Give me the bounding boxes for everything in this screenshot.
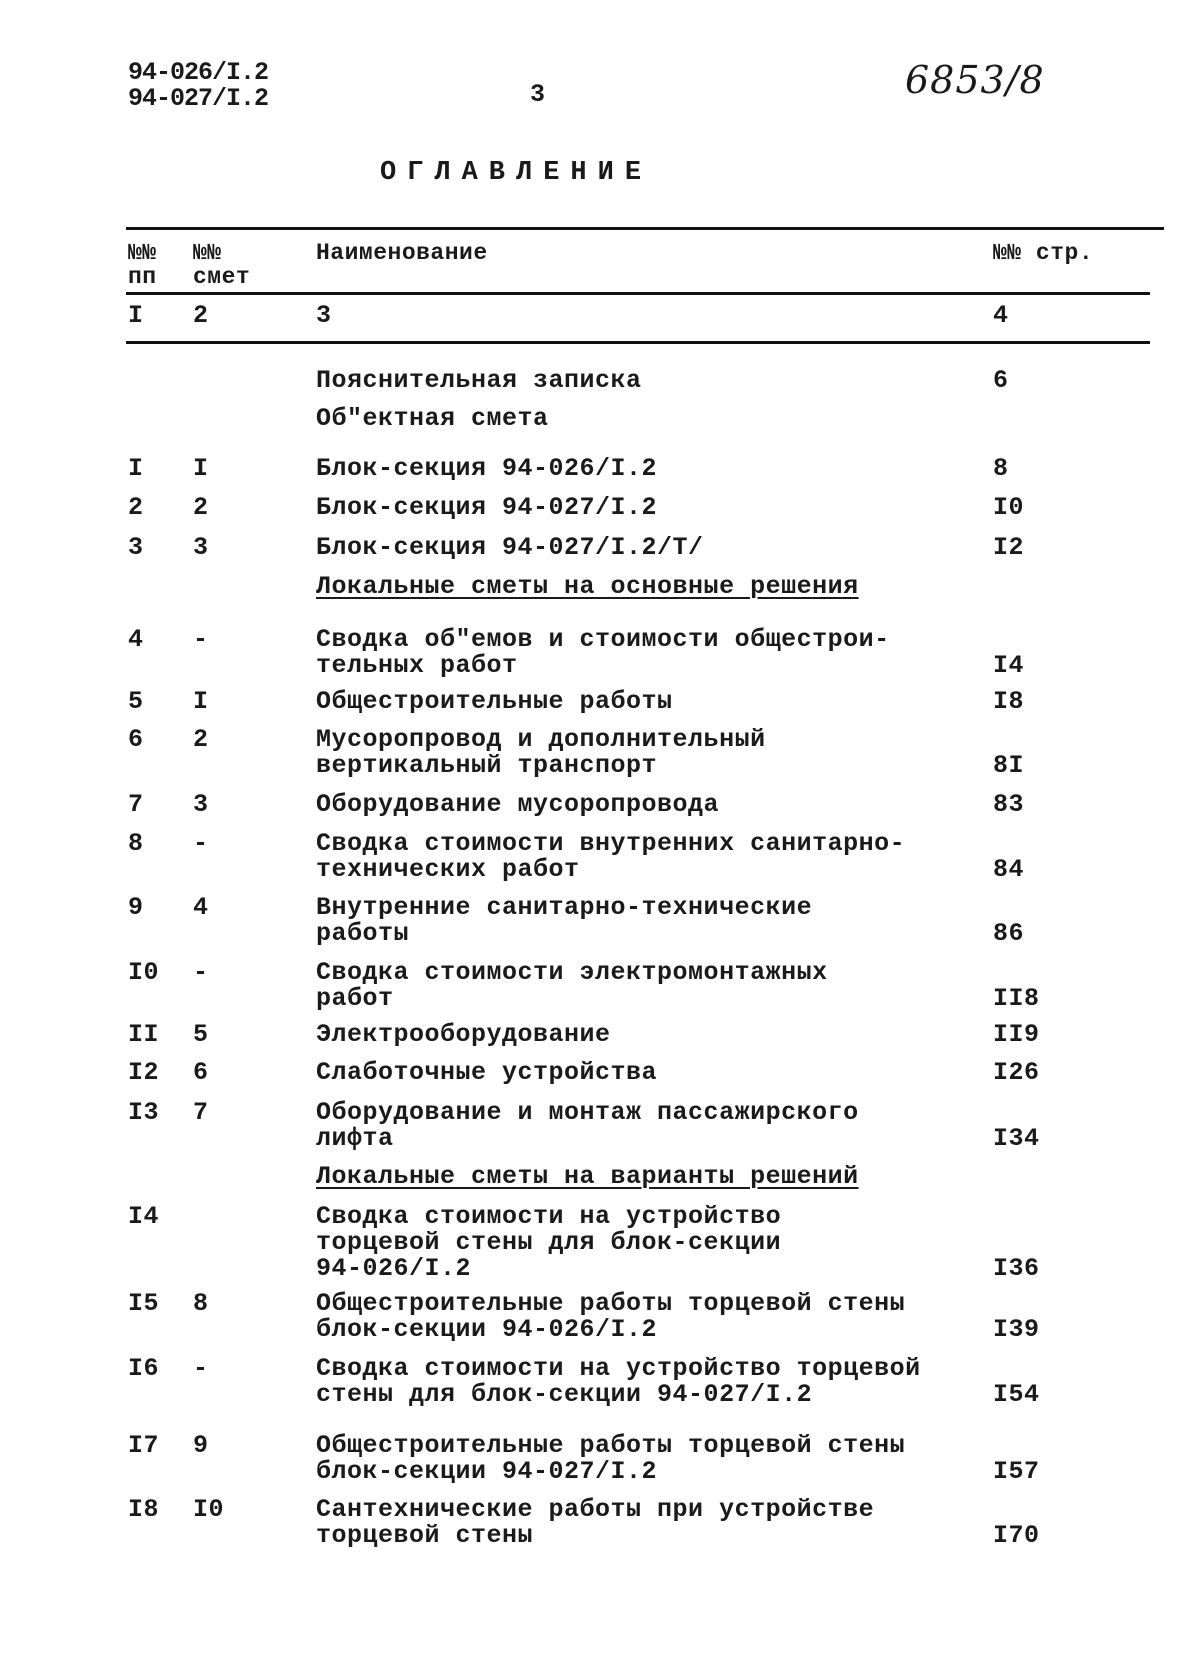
estimate-number: I0 bbox=[193, 1495, 225, 1524]
page-ref: II9 bbox=[993, 1020, 1040, 1049]
col2-header-line2: смет bbox=[193, 264, 251, 290]
row-title-line: Общестроительные работы торцевой стены bbox=[316, 1289, 906, 1318]
page-ref: 8I bbox=[993, 751, 1025, 780]
estimate-number: - bbox=[193, 1354, 209, 1383]
row-title-line: Электрооборудование bbox=[316, 1020, 611, 1049]
row-title-line: Слаботочные устройства bbox=[316, 1058, 658, 1087]
row-title-line: блок-секции 94-026/I.2 bbox=[316, 1315, 658, 1344]
page-ref: I36 bbox=[993, 1254, 1040, 1283]
row-title-line: вертикальный транспорт bbox=[316, 751, 658, 780]
row-number: 2 bbox=[128, 493, 144, 522]
row-title-line: технических работ bbox=[316, 855, 580, 884]
row-title-line: работы bbox=[316, 919, 410, 948]
row-title-line: Блок-секция 94-027/I.2 bbox=[316, 493, 658, 522]
document-code-2: 94-027/I.2 bbox=[128, 84, 269, 113]
page-ref: I70 bbox=[993, 1521, 1040, 1550]
row-title-line: Сантехнические работы при устройстве bbox=[316, 1495, 875, 1524]
page-ref: I34 bbox=[993, 1124, 1040, 1153]
row-title-line: Оборудование мусоропровода bbox=[316, 790, 720, 819]
row-number: I4 bbox=[128, 1202, 160, 1231]
row-number: I5 bbox=[128, 1289, 160, 1318]
estimate-number: 4 bbox=[193, 893, 209, 922]
col4-header: №№ стр. bbox=[993, 240, 1094, 266]
row-number: I bbox=[128, 454, 144, 483]
row-number: 7 bbox=[128, 790, 144, 819]
row-title-line: Оборудование и монтаж пассажирского bbox=[316, 1098, 859, 1127]
row-number: I0 bbox=[128, 958, 160, 987]
row-title-line: Сводка стоимости электромонтажных bbox=[316, 958, 828, 987]
page-ref: I0 bbox=[993, 493, 1025, 522]
row-title-line: торцевой стены bbox=[316, 1521, 534, 1550]
row-number: 3 bbox=[128, 533, 144, 562]
row-title-line: Сводка стоимости внутренних санитарно- bbox=[316, 829, 906, 858]
row-number: 6 bbox=[128, 725, 144, 754]
col2-header-line1: №№ bbox=[193, 240, 222, 266]
page-ref: 84 bbox=[993, 855, 1025, 884]
estimate-number: 5 bbox=[193, 1020, 209, 1049]
page-ref: I54 bbox=[993, 1380, 1040, 1409]
row-title-line: Блок-секция 94-027/I.2/Т/ bbox=[316, 533, 704, 562]
page-ref: II8 bbox=[993, 984, 1040, 1013]
document-code-1: 94-026/I.2 bbox=[128, 58, 269, 87]
row-number: II bbox=[128, 1020, 160, 1049]
page-number: 3 bbox=[530, 80, 546, 109]
row-number: 5 bbox=[128, 687, 144, 716]
estimate-number: I bbox=[193, 687, 209, 716]
estimate-number: 8 bbox=[193, 1289, 209, 1318]
column-number-1: I bbox=[128, 301, 144, 330]
row-title-line: стены для блок-секции 94-027/I.2 bbox=[316, 1380, 813, 1409]
page-ref: 83 bbox=[993, 790, 1025, 819]
col1-header-line1: №№ bbox=[128, 240, 157, 266]
row-number: I8 bbox=[128, 1495, 160, 1524]
page-ref: I4 bbox=[993, 651, 1025, 680]
row-number: 9 bbox=[128, 893, 144, 922]
row-title-line: 94-026/I.2 bbox=[316, 1254, 472, 1283]
column-number-2: 2 bbox=[193, 301, 209, 330]
row-number: I2 bbox=[128, 1058, 160, 1087]
estimate-number: 3 bbox=[193, 790, 209, 819]
row-title-line: лифта bbox=[316, 1124, 394, 1153]
estimate-number: 6 bbox=[193, 1058, 209, 1087]
row-title-line: Сводка стоимости на устройство торцевой bbox=[316, 1354, 921, 1383]
row-title-line: Об"ектная смета bbox=[316, 404, 549, 433]
estimate-number: 3 bbox=[193, 533, 209, 562]
estimate-number: 2 bbox=[193, 493, 209, 522]
row-title-line: Общестроительные работы bbox=[316, 687, 673, 716]
header-rule bbox=[126, 292, 1150, 295]
row-title-line: Сводка об"емов и стоимости общестрои- bbox=[316, 625, 890, 654]
row-number: I6 bbox=[128, 1354, 160, 1383]
page-ref: I2 bbox=[993, 533, 1025, 562]
page-ref: 86 bbox=[993, 919, 1025, 948]
estimate-number: - bbox=[193, 829, 209, 858]
row-title-line: Общестроительные работы торцевой стены bbox=[316, 1431, 906, 1460]
section-heading: Локальные сметы на основные решения bbox=[316, 572, 859, 601]
page-ref: I39 bbox=[993, 1315, 1040, 1344]
page-ref: I26 bbox=[993, 1058, 1040, 1087]
row-number: I7 bbox=[128, 1431, 160, 1460]
row-title-line: торцевой стены для блок-секции bbox=[316, 1228, 782, 1257]
row-number: 4 bbox=[128, 625, 144, 654]
estimate-number: - bbox=[193, 625, 209, 654]
row-title-line: блок-секции 94-027/I.2 bbox=[316, 1457, 658, 1486]
page-ref: I57 bbox=[993, 1457, 1040, 1486]
row-title-line: Блок-секция 94-026/I.2 bbox=[316, 454, 658, 483]
page-ref: I8 bbox=[993, 687, 1025, 716]
estimate-number: - bbox=[193, 958, 209, 987]
estimate-number: 9 bbox=[193, 1431, 209, 1460]
estimate-number: 7 bbox=[193, 1098, 209, 1127]
column-numbers-rule bbox=[126, 341, 1150, 344]
row-title-line: работ bbox=[316, 984, 394, 1013]
column-number-4: 4 bbox=[993, 301, 1009, 330]
page-ref: 8 bbox=[993, 454, 1009, 483]
estimate-number: 2 bbox=[193, 725, 209, 754]
column-number-3: 3 bbox=[316, 301, 332, 330]
row-title-line: Мусоропровод и дополнительный bbox=[316, 725, 766, 754]
col1-header-line2: пп bbox=[128, 264, 157, 290]
table-top-rule bbox=[126, 227, 1164, 230]
estimate-number: I bbox=[193, 454, 209, 483]
row-number: I3 bbox=[128, 1098, 160, 1127]
row-title-line: Внутренние санитарно-технические bbox=[316, 893, 813, 922]
col3-header: Наименование bbox=[316, 240, 488, 266]
page-ref: 6 bbox=[993, 366, 1009, 395]
row-title-line: Сводка стоимости на устройство bbox=[316, 1202, 782, 1231]
page-title: ОГЛАВЛЕНИЕ bbox=[380, 158, 653, 188]
section-heading: Локальные сметы на варианты решений bbox=[316, 1162, 859, 1191]
row-title-line: тельных работ bbox=[316, 651, 518, 680]
row-number: 8 bbox=[128, 829, 144, 858]
row-title-line: Пояснительная записка bbox=[316, 366, 642, 395]
archive-number: 6853/8 bbox=[905, 58, 1045, 102]
